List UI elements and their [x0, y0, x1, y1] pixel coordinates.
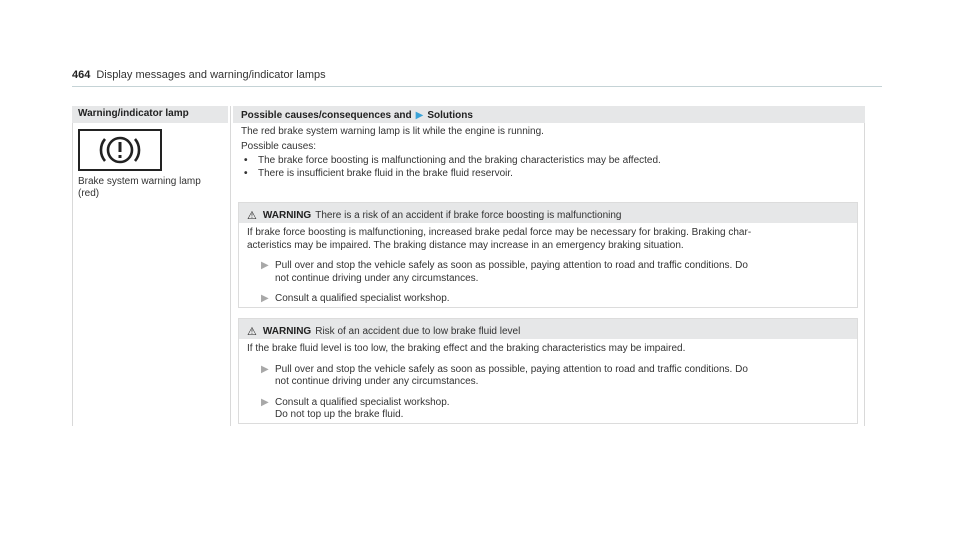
table-header-lamp: Warning/indicator lamp [72, 106, 228, 123]
warning-box-brake-force [238, 202, 858, 308]
column-divider-left [72, 106, 73, 426]
intro-text: The red brake system warning lamp is lit while the engine is running. [241, 126, 544, 137]
warning-header [239, 203, 857, 223]
warning-body [239, 339, 857, 428]
step-arrow-icon: ▶ [261, 363, 269, 375]
warning-label: WARNING [262, 209, 312, 221]
solution-step [247, 293, 849, 306]
bullet-icon: • [244, 155, 248, 166]
bullet-icon: • [244, 167, 248, 179]
warning-header [239, 319, 857, 339]
step-arrow-icon: ▶ [261, 293, 269, 304]
step-text: Pull over and stop the vehicle safely as soon as possible, paying attention to road and traffic conditions. Do [275, 260, 748, 271]
page-number: 464 [72, 69, 91, 81]
step-text: not continue driving under any circumstances. [275, 272, 479, 284]
page-header [72, 69, 882, 87]
step-arrow-icon: ▶ [261, 260, 269, 271]
warning-triangle-icon: ⚠ [247, 209, 257, 222]
warning-body-line: If the brake fluid level is too low, the braking effect and the braking characteristics may be impaired. [247, 343, 686, 354]
solution-step [247, 260, 849, 285]
cause-item [244, 168, 863, 181]
warning-title: Risk of an accident due to low brake fluid level [315, 325, 521, 337]
step-text: Consult a qualified specialist workshop. [275, 293, 450, 304]
warning-body-line: acteristics may be impaired. The braking distance may increase in an emergency braking situation. [247, 239, 684, 251]
lamp-label-line1: Brake system warning lamp [78, 176, 201, 187]
brake-warning-icon [78, 129, 162, 171]
warning-body [239, 223, 857, 312]
warning-triangle-icon: ⚠ [247, 325, 257, 338]
solution-step [247, 364, 849, 389]
causes-section [241, 126, 863, 180]
solution-step [247, 397, 849, 422]
arrow-right-icon: ▶ [415, 110, 424, 121]
step-text: not continue driving under any circumstances. [275, 376, 479, 387]
warning-body-line: If brake force boosting is malfunctioning, increased brake pedal force may be necessary for braking. Braking char- [247, 227, 752, 238]
page-title: Display messages and warning/indicator lamps [96, 69, 326, 81]
cause-text: There is insufficient brake fluid in the brake fluid reservoir. [258, 167, 513, 179]
warning-label: WARNING [262, 325, 312, 337]
possible-causes-label: Possible causes: [241, 140, 317, 152]
cause-item [244, 155, 863, 168]
header-causes-text: Possible causes/consequences and [241, 110, 412, 121]
column-divider-middle [230, 106, 231, 426]
step-text: Pull over and stop the vehicle safely as soon as possible, paying attention to road and traffic conditions. Do [275, 363, 748, 375]
step-arrow-icon: ▶ [261, 396, 269, 408]
step-text: Do not top up the brake fluid. [275, 409, 404, 420]
header-solutions-text: Solutions [427, 110, 473, 121]
lamp-label [78, 176, 228, 200]
warning-title: There is a risk of an accident if brake force boosting is malfunctioning [315, 209, 622, 221]
warning-box-fluid-level [238, 318, 858, 424]
step-text: Consult a qualified specialist workshop. [275, 396, 450, 408]
lamp-label-line2: (red) [78, 188, 100, 199]
column-divider-right [864, 106, 865, 426]
cause-text: The brake force boosting is malfunctioning and the braking characteristics may be affected. [258, 155, 661, 166]
table-header-causes [233, 106, 865, 123]
